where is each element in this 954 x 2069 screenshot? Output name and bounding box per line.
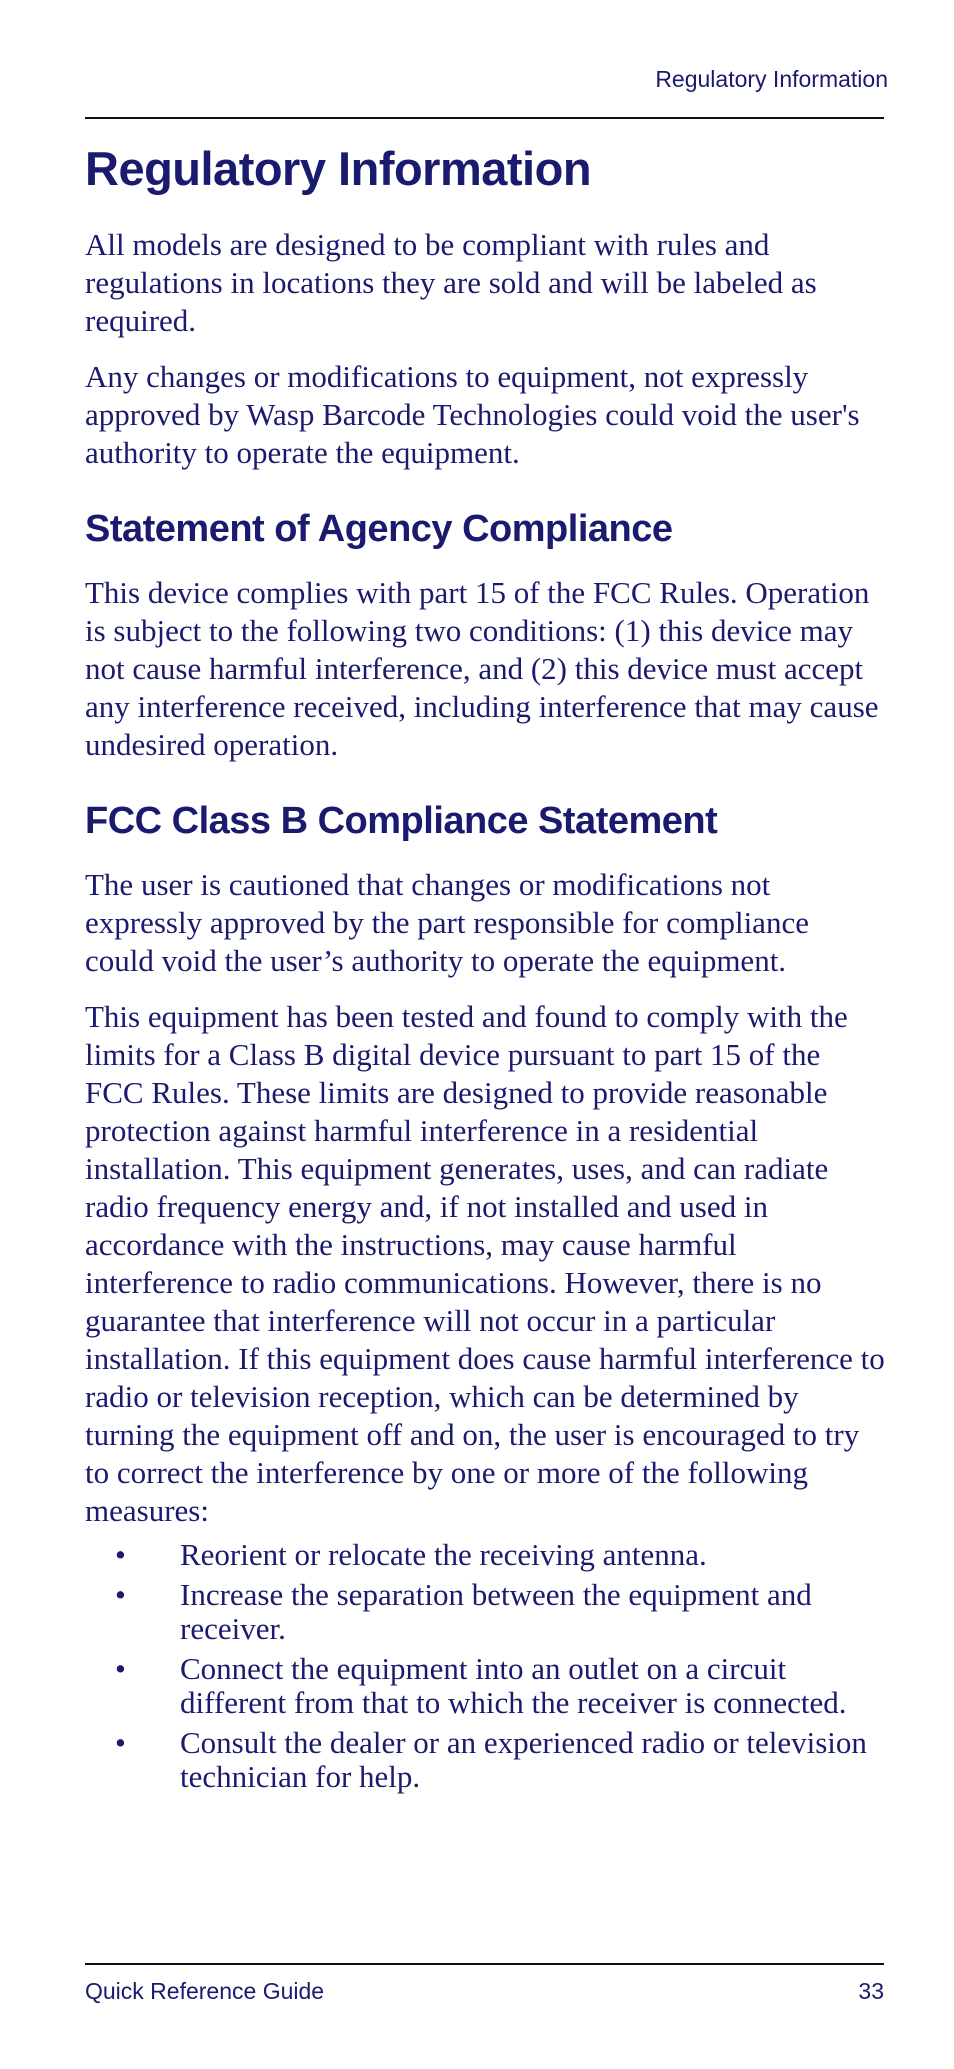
bullet-icon: • <box>115 1577 126 1612</box>
intro-paragraph: Any changes or modifications to equipment, not expressly approved by Wasp Barcode Technologies could void the user's authority to operate the equipment. <box>85 359 860 470</box>
fcc-class-b-heading: FCC Class B Compliance Statement <box>85 800 718 842</box>
measure-text: Increase the separation between the equipment and receiver. <box>180 1577 812 1646</box>
measure-text: Consult the dealer or an experienced radio or television technician for help. <box>180 1725 867 1794</box>
page-title: Regulatory Information <box>85 142 592 195</box>
list-item <box>85 1538 885 1572</box>
bullet-icon: • <box>115 1725 126 1760</box>
bullet-icon: • <box>115 1651 126 1686</box>
measure-text: Reorient or relocate the receiving antenna. <box>180 1537 707 1572</box>
running-header: Regulatory Information <box>655 66 888 92</box>
intro-paragraph: All models are designed to be compliant with rules and regulations in locations they are sold and will be labeled as required. <box>85 227 817 338</box>
footer-guide-name: Quick Reference Guide <box>85 1978 325 2004</box>
list-item <box>85 1726 885 1794</box>
footer-rule <box>85 1963 884 1965</box>
measure-text: Connect the equipment into an outlet on a circuit different from that to which the receiver is connected. <box>180 1651 847 1720</box>
list-item <box>85 1652 885 1720</box>
agency-compliance-paragraph: This device complies with part 15 of the FCC Rules. Operation is subject to the following two conditions: (1) this device may not cause harmful interference, and (2) this device must accept any interference received, including interference that may cause undesired operation. <box>85 575 879 762</box>
measures-list <box>85 1538 885 1794</box>
bullet-icon: • <box>115 1537 126 1572</box>
fcc-caution-paragraph: The user is cautioned that changes or modifications not expressly approved by the part responsible for compliance could void the user’s authority to operate the equipment. <box>85 867 809 978</box>
page-number: 33 <box>858 1978 884 2004</box>
page-content <box>85 136 885 1800</box>
list-item <box>85 1578 885 1646</box>
header-rule <box>85 117 884 119</box>
agency-compliance-heading: Statement of Agency Compliance <box>85 508 673 550</box>
fcc-testing-paragraph: This equipment has been tested and found to comply with the limits for a Class B digital device pursuant to part 15 of the FCC Rules. These limits are designed to provide reasonable protection against harmful interference in a residential installation. This equipment generates, uses, and can radiate radio frequency energy and, if not installed and used in accordance with the instructions, may cause harmful interference to radio communications. However, there is no guarantee that interference will not occur in a particular installation. If this equipment does cause harmful interference to radio or television reception, which can be determined by turning the equipment off and on, the user is encouraged to try to correct the interference by one or more of the following measures: <box>85 999 885 1528</box>
